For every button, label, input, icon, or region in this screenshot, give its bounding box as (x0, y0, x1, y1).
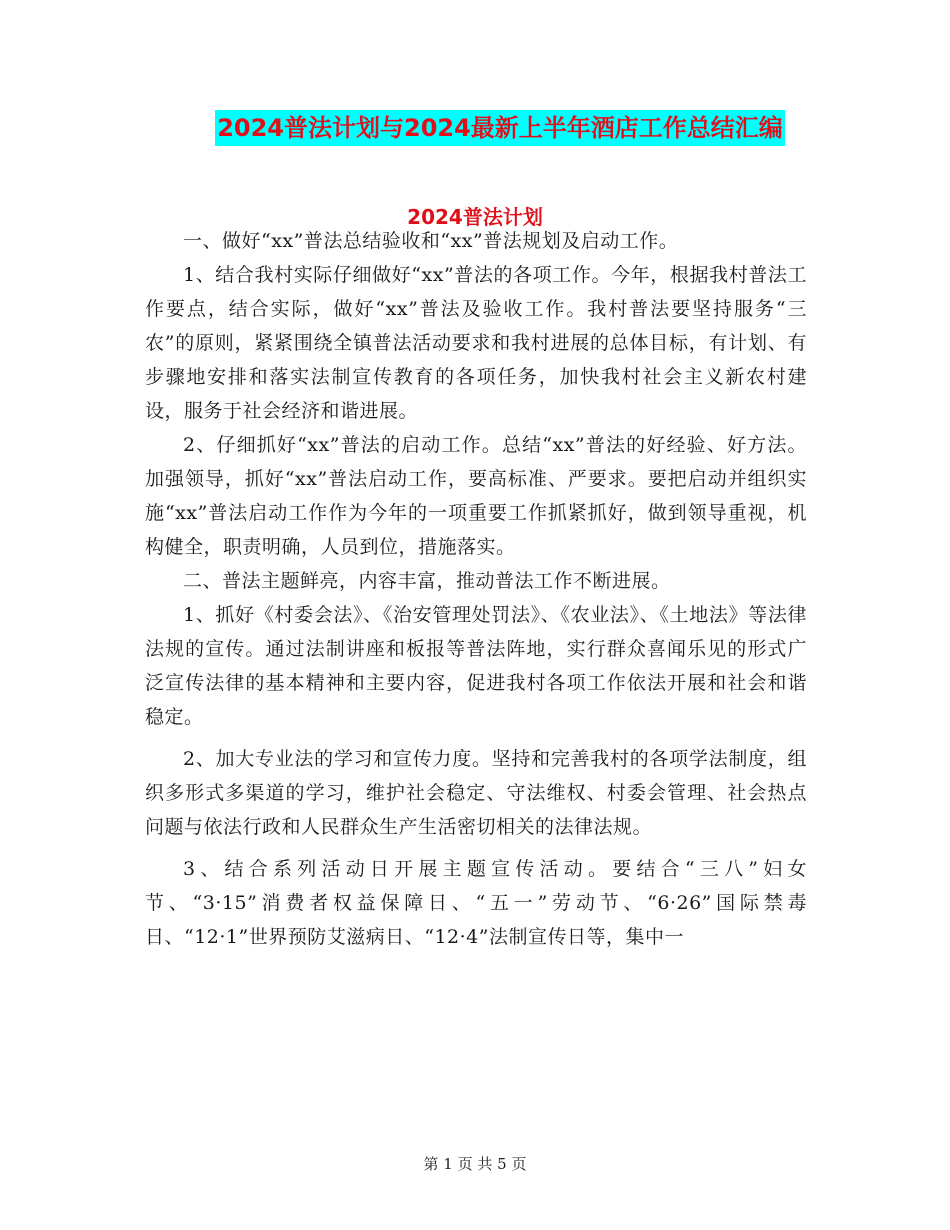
paragraph: 1、抓好《村委会法》、《治安管理处罚法》、《农业法》、《土地法》等法律法规的宣传。通过法制讲座和板报等普法阵地，实行群众喜闻乐见的形式广泛宣传法律的基本精神和主要内容，促进我村各项工作依法开展和社会和谐稳定。 (145, 604, 807, 728)
document-title: 2024普法计划与2024最新上半年酒店工作总结汇编 (215, 110, 785, 146)
paragraph: 3、结合系列活动日开展主题宣传活动。要结合“三八”妇女节、“3·15”消费者权益保障日、“五一”劳动节、“6·26”国际禁毒日、“12·1”世界预防艾滋病日、“12·4”法制宣传日等，集中一 (145, 858, 807, 948)
document-body (145, 224, 807, 954)
page-number-footer: 第 1 页 共 5 页 (423, 1155, 527, 1173)
document-title-container (0, 110, 950, 146)
paragraph: 2、加大专业法的学习和宣传力度。坚持和完善我村的各项学法制度，组织多形式多渠道的学习，维护社会稳定、守法维权、村委会管理、社会热点问题与依法行政和人民群众生产生活密切相关的法律法规。 (145, 748, 807, 838)
section-title: 2024普法计划 (407, 205, 543, 229)
paragraph: 1、结合我村实际仔细做好“xx”普法的各项工作。今年，根据我村普法工作要点，结合实际，做好“xx”普法及验收工作。我村普法要坚持服务“三农”的原则，紧紧围绕全镇普法活动要求和我村进展的总体目标，有计划、有步骤地安排和落实法制宣传教育的各项任务，加快我村社会主义新农村建设，服务于社会经济和谐进展。 (145, 264, 807, 422)
paragraph: 2、仔细抓好“xx”普法的启动工作。总结“xx”普法的好经验、好方法。加强领导，抓好“xx”普法启动工作，要高标准、严要求。要把启动并组织实施“xx”普法启动工作作为今年的一项重要工作抓紧抓好，做到领导重视，机构健全，职责明确，人员到位，措施落实。 (145, 434, 807, 558)
paragraph: 二、普法主题鲜亮，内容丰富，推动普法工作不断进展。 (183, 570, 671, 592)
paragraph: 一、做好“xx”普法总结验收和“xx”普法规划及启动工作。 (183, 230, 679, 252)
